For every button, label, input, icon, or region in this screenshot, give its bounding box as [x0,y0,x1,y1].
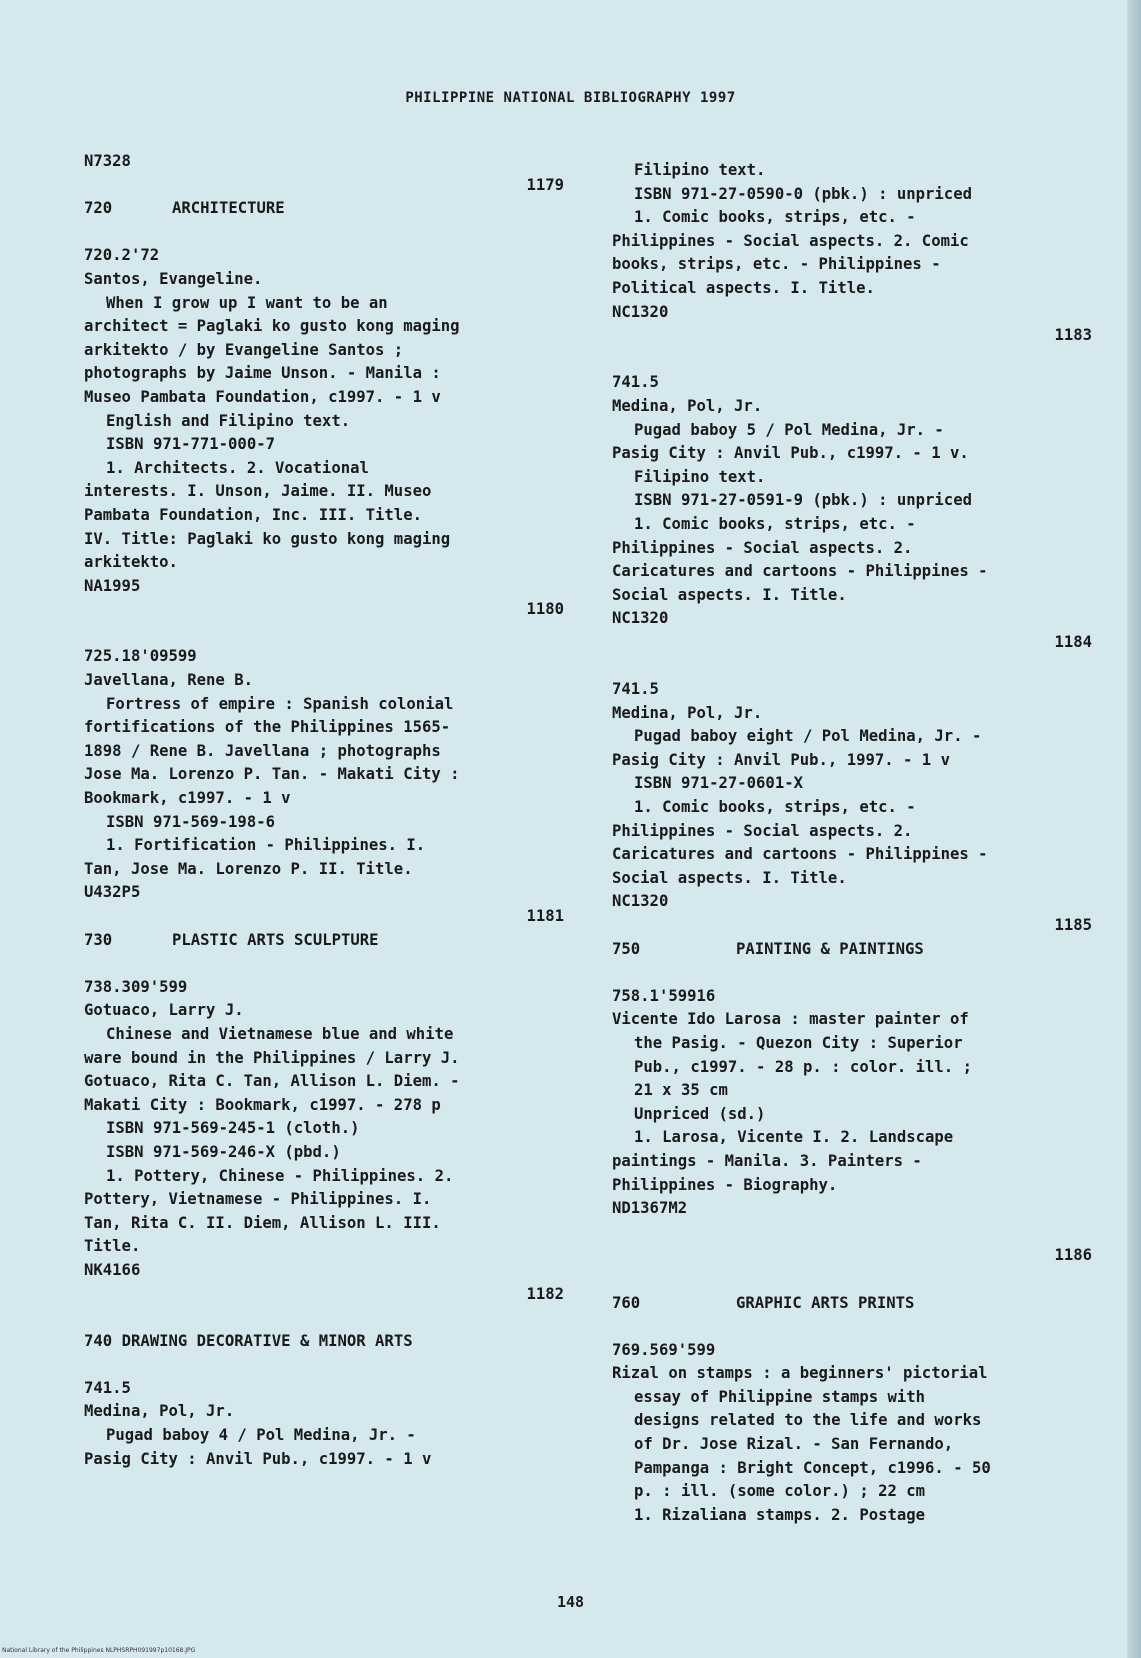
entry-line: IV. Title: Paglaki ko gusto kong maging [84,529,451,548]
class-number: 758.1'59916 [612,986,716,1005]
entry-line: Pub., c1997. - 28 p. : color. ill. ; [634,1057,972,1076]
entry-line: Pugad baboy 5 / Pol Medina, Jr. - [634,420,944,439]
entry-number: 1181 [526,907,564,925]
entry-line: 1898 / Rene B. Javellana ; photographs [84,741,441,760]
entry-line: 1. Comic books, strips, etc. - [634,798,916,817]
entry-line: of Dr. Jose Rizal. - San Fernando, [634,1435,954,1454]
section-number: 730 [84,930,113,949]
author: Medina, Pol, Jr. [612,396,763,415]
entry-line: books, strips, etc. - Philippines - [612,255,941,274]
entry-line: 1. Rizaliana stamps. 2. Postage [634,1505,926,1524]
section-title: GRAPHIC ARTS PRINTS [736,1293,915,1312]
entry-line: Gotuaco, Rita C. Tan, Allison L. Diem. - [84,1072,460,1091]
entry-line: Social aspects. I. Title. [612,585,847,604]
scan-imprint: National Library of the Philippines NLPHSRPH091997p10168.JPG [2,1647,196,1654]
call-number: ND1367M2 [612,1199,688,1218]
entry-line: Philippines - Biography. [612,1175,838,1194]
author: Javellana, Rene B. [84,671,253,690]
entry-line: ISBN 971-27-0591-9 (pbk.) : unpriced [634,491,972,510]
entry-line: Fortress of empire : Spanish colonial [106,694,454,713]
author: Santos, Evangeline. [84,269,263,288]
section-heading [612,938,1092,962]
author: Medina, Pol, Jr. [612,703,763,722]
call-number: NC1320 [612,609,669,628]
author: Medina, Pol, Jr. [84,1402,235,1421]
entry-line: arkitekto. [84,553,178,572]
entry-number: 1184 [1054,632,1092,651]
entry-line: Pugad baboy 4 / Pol Medina, Jr. - [106,1426,416,1445]
section-title: DRAWING DECORATIVE & MINOR ARTS [121,1331,413,1350]
entry-line: paintings - Manila. 3. Painters - [612,1151,922,1170]
entry-line: designs related to the life and works [634,1411,982,1430]
entry-line: Chinese and Vietnamese blue and white [106,1024,454,1043]
class-number: 741.5 [84,1378,131,1397]
section-number: 750 [612,939,641,958]
class-number: 741.5 [612,373,659,392]
class-number: 738.309'599 [84,977,188,996]
class-number: 741.5 [612,680,659,699]
entry-line: Pasig City : Anvil Pub., 1997. - 1 v [612,750,950,769]
section-title: PLASTIC ARTS SCULPTURE [172,930,379,949]
entry-line: Pambata Foundation, Inc. III. Title. [84,505,422,524]
entry-line: Filipino text. [634,467,766,486]
entry-line: Bookmark, c1997. - 1 v [84,789,291,808]
call-number: N7328 [84,152,131,170]
entry-line: 1. Comic books, strips, etc. - [634,514,916,533]
entry-number: 1179 [526,175,564,194]
section-title: ARCHITECTURE [172,199,285,218]
entry-line: Caricatures and cartoons - Philippines - [612,845,988,864]
section-heading [84,1330,564,1354]
entry-line: ISBN 971-27-0590-0 (pbk.) : unpriced [634,184,972,203]
entry-number: 1185 [1054,916,1092,934]
section-heading [612,1292,1092,1316]
entry-line: photographs by Jaime Unson. - Manila : [84,364,441,383]
section-number: 740 [84,1331,113,1350]
entry-line: English and Filipino text. [106,411,351,430]
entry-line: ISBN 971-27-0601-X [634,774,803,793]
entry-line: p. : ill. (some color.) ; 22 cm [634,1482,926,1501]
entry-line: Rizal on stamps : a beginners' pictorial [612,1364,988,1383]
section-number: 760 [612,1293,641,1312]
call-number: U432P5 [84,883,141,902]
entry-line: 1. Comic books, strips, etc. - [634,208,916,227]
entry-line: Title. [84,1237,141,1256]
entry-line: Jose Ma. Lorenzo P. Tan. - Makati City : [84,765,460,784]
class-number: 769.569'599 [612,1340,716,1359]
section-heading [84,197,564,221]
section-number: 720 [84,199,113,218]
class-number: 720.2'72 [84,246,160,265]
section-title: PAINTING & PAINTINGS [736,939,924,958]
left-column [84,150,564,1471]
entry-line: 21 x 35 cm [634,1081,728,1100]
entry-number: 1183 [1054,326,1092,345]
entry-line: Museo Pambata Foundation, c1997. - 1 v [84,387,441,406]
entry-line: Political aspects. I. Title. [612,278,875,297]
entry-line: ISBN 971-569-198-6 [106,812,275,831]
entry-line: Caricatures and cartoons - Philippines - [612,562,988,581]
entry-line: fortifications of the Philippines 1565- [84,718,451,737]
entry-line: essay of Philippine stamps with [634,1387,926,1406]
call-number: NC1320 [612,892,669,911]
call-number: NA1995 [84,576,141,595]
entry-line: ware bound in the Philippines / Larry J. [84,1048,460,1067]
entry-line: 1. Pottery, Chinese - Philippines. 2. [106,1166,454,1185]
author: Gotuaco, Larry J. [84,1001,244,1020]
entry-line: ISBN 971-569-246-X (pbd.) [106,1142,341,1161]
entry-line: Social aspects. I. Title. [612,868,847,887]
entry-line: ISBN 971-569-245-1 (cloth.) [106,1119,360,1138]
entry-line: When I grow up I want to be an [106,293,388,312]
entry-line: Pampanga : Bright Concept, c1996. - 50 [634,1458,991,1477]
call-number: NC1320 [612,302,669,321]
class-number: 725.18'09599 [84,647,197,666]
entry-line: Philippines - Social aspects. 2. Comic [612,231,969,250]
entry-number: 1186 [1054,1246,1092,1265]
entry-line: Pugad baboy eight / Pol Medina, Jr. - [634,727,982,746]
entry-line: Unpriced (sd.) [634,1104,766,1123]
entry-line: Filipino text. [634,161,766,179]
entry-line: architect = Paglaki ko gusto kong maging [84,317,460,336]
entry-line: 1. Fortification - Philippines. I. [106,836,426,855]
entry-line: Tan, Rita C. II. Diem, Allison L. III. [84,1213,441,1232]
page-header: PHILIPPINE NATIONAL BIBLIOGRAPHY 1997 [405,90,736,106]
entry-line: Philippines - Social aspects. 2. [612,538,913,557]
entry-line: ISBN 971-771-000-7 [106,435,275,454]
page-number: 148 [556,1593,585,1611]
entry-line: Philippines - Social aspects. 2. [612,821,913,840]
entry-line: Pottery, Vietnamese - Philippines. I. [84,1190,432,1209]
entry-number: 1182 [526,1284,564,1303]
call-number: NK4166 [84,1260,141,1279]
entry-line: Pasig City : Anvil Pub., c1997. - 1 v [84,1449,432,1468]
entry-number: 1180 [526,600,564,619]
entry-line: 1. Architects. 2. Vocational [106,458,369,477]
entry-line: arkitekto / by Evangeline Santos ; [84,340,404,359]
entry-line: 1. Larosa, Vicente I. 2. Landscape [634,1128,954,1147]
section-heading [84,929,564,953]
entry-line: Makati City : Bookmark, c1997. - 278 p [84,1095,441,1114]
page-edge [1127,0,1141,1658]
right-column [612,159,1092,1527]
entry-line: the Pasig. - Quezon City : Superior [634,1033,963,1052]
entry-line: interests. I. Unson, Jaime. II. Museo [84,482,432,501]
entry-line: Vicente Ido Larosa : master painter of [612,1010,969,1029]
entry-line: Tan, Jose Ma. Lorenzo P. II. Title. [84,859,413,878]
entry-line: Pasig City : Anvil Pub., c1997. - 1 v. [612,444,969,463]
